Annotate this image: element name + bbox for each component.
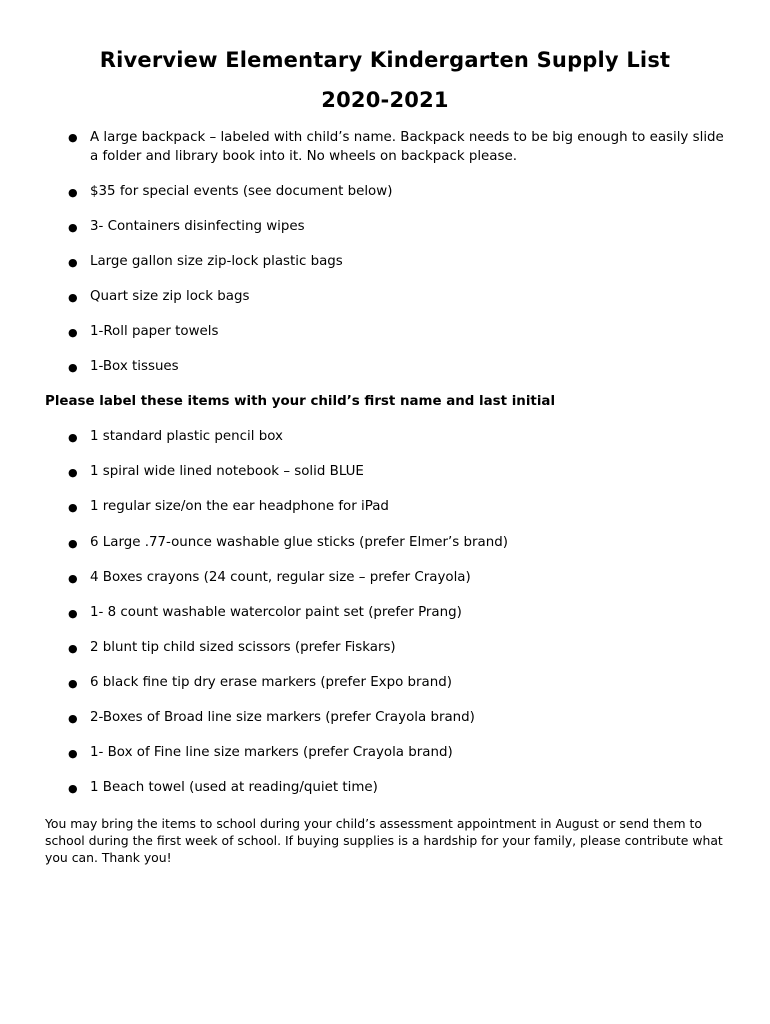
list-item-text: 1 spiral wide lined notebook – solid BLUE xyxy=(90,464,364,479)
list-item-text: 1- 8 count washable watercolor paint set (prefer Prang) xyxy=(90,605,462,620)
list-item-text: 2-Boxes of Broad line size markers (prefer Crayola brand) xyxy=(90,710,475,725)
bullet-icon: ● xyxy=(68,642,78,655)
list-item-text: 3- Containers disinfecting wipes xyxy=(90,219,305,234)
bullet-icon: ● xyxy=(68,501,78,514)
list-item-text: 1-Roll paper towels xyxy=(90,324,219,339)
bullet-icon: ● xyxy=(68,186,78,199)
label-instruction: Please label these items with your child’s first name and last initial xyxy=(45,394,556,409)
list-item-text: 6 Large .77-ounce washable glue sticks (prefer Elmer’s brand) xyxy=(90,535,508,550)
bullet-icon: ● xyxy=(68,431,78,444)
list-item-text: 1 regular size/on the ear headphone for iPad xyxy=(90,499,389,514)
bullet-icon: ● xyxy=(68,221,78,234)
list-item-text: A large backpack – labeled with child’s name. Backpack needs to be big enough to easily slide a folder and library book into it. No wheels on backpack please. xyxy=(90,130,724,164)
bullet-icon: ● xyxy=(68,782,78,795)
bullet-icon: ● xyxy=(68,466,78,479)
list-item-text: 1- Box of Fine line size markers (prefer Crayola brand) xyxy=(90,745,453,760)
school-year: 2020-2021 xyxy=(321,88,449,112)
list-item-text: 2 blunt tip child sized scissors (prefer Fiskars) xyxy=(90,640,396,655)
list-item-text: $35 for special events (see document below) xyxy=(90,184,393,199)
bullet-icon: ● xyxy=(68,537,78,550)
list-item-text: 1-Box tissues xyxy=(90,359,179,374)
bullet-icon: ● xyxy=(68,712,78,725)
list-item-text: 1 standard plastic pencil box xyxy=(90,429,283,444)
list-item-text: 6 black fine tip dry erase markers (prefer Expo brand) xyxy=(90,675,452,690)
bullet-icon: ● xyxy=(68,256,78,269)
bullet-icon: ● xyxy=(68,747,78,760)
bullet-icon: ● xyxy=(68,131,78,144)
bullet-icon: ● xyxy=(68,607,78,620)
closing-note: You may bring the items to school during your child’s assessment appointment in August or send them to school during the first week of school. If buying supplies is a hardship for your family, please contribute what you can. Thank you! xyxy=(45,816,723,865)
list-item-text: 1 Beach towel (used at reading/quiet time) xyxy=(90,780,378,795)
bullet-icon: ● xyxy=(68,677,78,690)
list-item-text: Large gallon size zip-lock plastic bags xyxy=(90,254,343,269)
bullet-icon: ● xyxy=(68,291,78,304)
bullet-icon: ● xyxy=(68,572,78,585)
list-item-text: Quart size zip lock bags xyxy=(90,289,250,304)
list-item-text: 4 Boxes crayons (24 count, regular size – prefer Crayola) xyxy=(90,570,471,585)
document-title: Riverview Elementary Kindergarten Supply List xyxy=(99,48,671,72)
bullet-icon: ● xyxy=(68,361,78,374)
bullet-icon: ● xyxy=(68,326,78,339)
